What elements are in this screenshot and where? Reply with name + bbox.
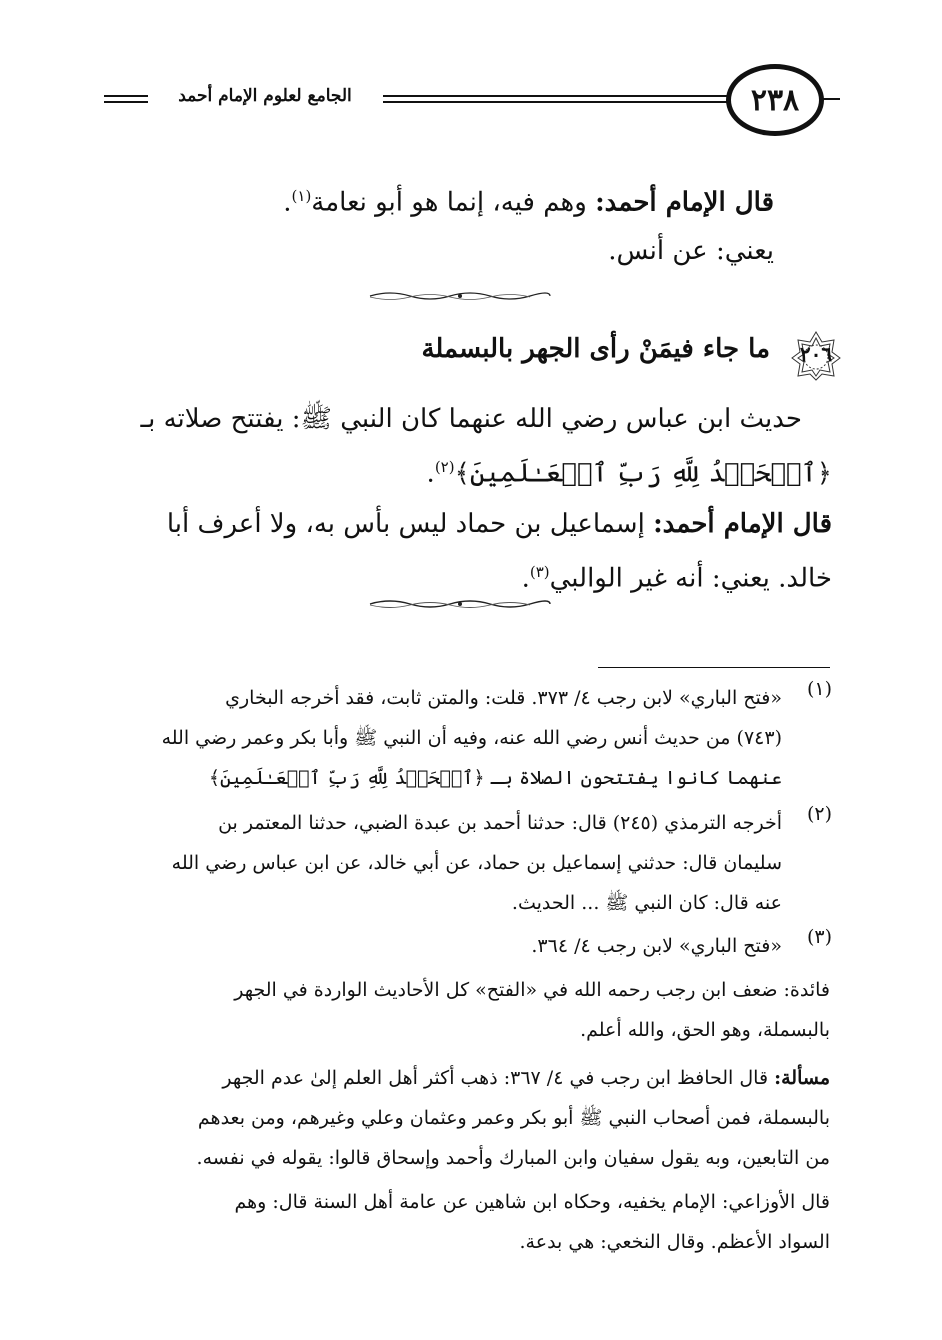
footnote-3-line-1: «فتح الباري» لابن رجب ٤/ ٣٦٤. [531,935,782,957]
paragraph-2-line-4: خالد. يعني: أنه غير الوالبي$^{(٣)}$. [521,562,832,594]
paragraph-2-line-2: ﴿ٱلۡحَمۡدُ لِلَّهِ رَبِّ ٱلۡعَـٰلَمِينَ﴾$^{(٢)}$. [426,458,832,489]
page-number: ٢٣٨ [750,82,800,118]
paragraph-2-line-1: حديث ابن عباس رضي الله عنهما كان النبي ﷺ: يفتتح صلاته بـ [140,404,802,434]
header-rule-mid-top [383,95,728,97]
running-title: الجامع لعلوم الإمام أحمد [178,86,352,106]
note-masala-line-1: مسألة: قال الحافظ ابن رجب في ٤/ ٣٦٧: ذهب أكثر أهل العلم إلىٰ عدم الجهر [222,1067,830,1089]
note-masala-line-2: بالبسملة، فمن أصحاب النبي ﷺ أبو بكر وعمر وعثمان وعلي وغيرهم، ومن بعدهم [197,1107,830,1129]
footnote-1-line-3: عنهما كانوا يفتتحون الصلاة بـ ﴿ٱلۡحَمۡدُ لِلَّهِ رَبِّ ٱلۡعَـٰلَمِينَ﴾ [208,767,782,789]
section-number: ٢٠٦ [799,342,833,366]
paragraph-2-line-3: قال الإمام أحمد: إسماعيل بن حماد ليس بأس به، ولا أعرف أبا [166,508,832,539]
note-awzai-line-2: السواد الأعظم. وقال النخعي: هي بدعة. [519,1231,830,1253]
note-awzai [106,1182,830,1262]
ornament-divider-1 [360,290,560,302]
section-title: ما جاء فيمَنْ رأى الجهر بالبسملة [421,334,770,364]
footnote-number-1: (١) [806,678,832,700]
paragraph-1-line-2: يعني: عن أنس. [608,235,774,266]
quran-verse: ﴿ٱلۡحَمۡدُ لِلَّهِ رَبِّ ٱلۡعَـٰلَمِينَ﴾ [454,458,832,489]
footnote-ref-3: (٣) [529,562,550,581]
footnote-2-line-2: سليمان قال: حدثني إسماعيل بن حماد، عن أبي خالد، عن ابن عباس رضي الله [171,852,782,874]
header-rule-mid-bottom [383,101,728,103]
page-number-badge [726,64,824,136]
note-faida-line-2: بالبسملة، وهو الحق، والله أعلم. [580,1019,830,1041]
footnote-number-3: (٣) [806,926,832,948]
footnote-ref-2: (٢) [434,458,455,476]
footnote-ref-1: (١) [291,187,312,205]
footnote-separator [598,667,830,668]
note-faida [106,970,830,1050]
paragraph-1 [150,172,774,275]
footnote-1-line-1: «فتح الباري» لابن رجب ٤/ ٣٧٣. قلت: والمتن ثابت، فقد أخرجه البخاري [225,687,782,709]
note-masala [106,1058,830,1178]
paragraph-2 [108,395,832,602]
footnote-number-2: (٢) [806,803,832,825]
header-rule-right [822,98,840,100]
header-rule-left-top [104,95,148,97]
header-rule-left-bottom [104,101,148,103]
footnote-2-line-1: أخرجه الترمذي (٢٤٥) قال: حدثنا أحمد بن عبدة الضبي، حدثنا المعتمر بن [218,812,782,834]
paragraph-1-line-1: قال الإمام أحمد: وهم فيه، إنما هو أبو نعامة$^{(١)}$. [283,187,774,218]
speaker-label: قال الإمام أحمد: [653,508,832,539]
footnote-2 [106,803,782,923]
note-awzai-line-1: قال الأوزاعي: الإمام يخفيه، وحكاه ابن شاهين عن عامة أهل السنة قال: وهم [234,1191,830,1213]
note-masala-line-3: من التابعين، وبه يقول سفيان وابن المبارك وأحمد وإسحاق قالوا: يقوله في نفسه. [196,1147,830,1169]
footnote-1 [106,678,782,798]
ornament-divider-2 [360,598,560,610]
faida-label: فائدة: [783,979,830,1001]
masala-label: مسألة: [774,1067,830,1089]
speaker-label: قال الإمام أحمد: [595,187,774,218]
note-faida-line-1: فائدة: ضعف ابن رجب رحمه الله في «الفتح» كل الأحاديث الواردة في الجهر [234,979,830,1001]
footnote-1-line-2: (٧٤٣) من حديث أنس رضي الله عنه، وفيه أن النبي ﷺ وأبا بكر وعمر رضي الله [161,727,782,749]
footnote-2-line-3: عنه قال: كان النبي ﷺ ... الحديث. [511,892,782,914]
footnote-3 [106,926,782,966]
